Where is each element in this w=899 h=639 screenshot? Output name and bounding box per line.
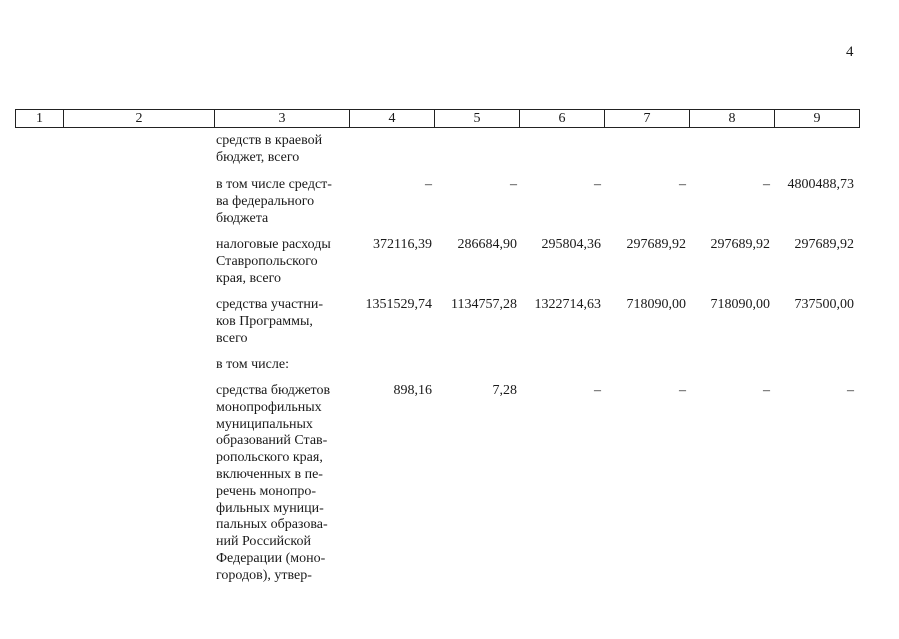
header-cell-7: 7 (605, 110, 690, 128)
row-label-line: средств в краевой (216, 133, 323, 148)
value-cell: 1134757,28 (451, 297, 517, 312)
row-label-line: Ставропольского (216, 253, 318, 269)
row-label-line: бюджета (216, 210, 269, 226)
header-cell-4: 4 (350, 110, 435, 128)
value-cell: – (594, 177, 601, 192)
value-cell: – (763, 383, 770, 398)
value-cell: 297689,92 (710, 237, 770, 252)
value-cell: – (763, 177, 770, 192)
value-cell: – (510, 177, 517, 192)
value-cell: – (679, 177, 686, 192)
row-label-line: образований Став- (216, 433, 328, 449)
row-label-line: налоговые расходы (216, 237, 331, 252)
row-label-line: в том числе средст- (216, 177, 332, 192)
row-label-line: ков Программы, (216, 313, 313, 329)
row-label (216, 383, 347, 585)
row-label (216, 357, 347, 374)
value-cell: 718090,00 (626, 297, 686, 312)
value-cell: – (594, 383, 601, 398)
row-label (216, 177, 347, 227)
header-cell-9: 9 (775, 110, 860, 128)
row-label-line: пальных образова- (216, 517, 328, 533)
row-label-line: муниципальных (216, 416, 313, 432)
row-label-line: фильных муници- (216, 500, 324, 516)
header-cell-1: 1 (16, 110, 64, 128)
value-cell: 898,16 (393, 383, 432, 398)
header-cell-3: 3 (215, 110, 350, 128)
row-label-line: края, всего (216, 270, 281, 286)
page-number: 4 (846, 44, 854, 60)
header-cell-5: 5 (435, 110, 520, 128)
row-label-line: Федерации (моно- (216, 550, 326, 566)
row-label-line: ва федерального (216, 193, 315, 209)
value-cell: 297689,92 (794, 237, 854, 252)
row-label-line: средства участни- (216, 297, 324, 312)
row-label-line: ропольского края, (216, 450, 323, 466)
value-cell: – (847, 383, 854, 398)
row-label-line: средства бюджетов (216, 383, 331, 398)
value-cell: 286684,90 (457, 237, 517, 252)
value-cell: 7,28 (492, 383, 517, 398)
row-label (216, 133, 347, 167)
value-cell: 718090,00 (710, 297, 770, 312)
value-cell: – (425, 177, 432, 192)
value-cell: 297689,92 (626, 237, 686, 252)
value-cell: 1322714,63 (534, 297, 601, 312)
row-label-line: включенных в пе- (216, 466, 323, 482)
value-cell: 737500,00 (794, 297, 854, 312)
row-label-line: в том числе: (216, 357, 289, 372)
header-cell-8: 8 (690, 110, 775, 128)
value-cell: – (679, 383, 686, 398)
value-cell: 372116,39 (373, 237, 432, 252)
value-cell: 295804,36 (541, 237, 601, 252)
row-label-line: речень монопро- (216, 483, 317, 499)
row-label-line: бюджет, всего (216, 149, 300, 165)
row-label-line: всего (216, 330, 248, 346)
value-cell: 1351529,74 (365, 297, 432, 312)
header-cell-2: 2 (64, 110, 215, 128)
row-label-line: монопрофильных (216, 399, 322, 415)
header-cell-6: 6 (520, 110, 605, 128)
row-label-line: ний Российской (216, 534, 311, 550)
row-label (216, 297, 347, 347)
row-label-line: городов), утвер- (216, 567, 312, 583)
value-cell: 4800488,73 (787, 177, 854, 192)
row-label (216, 237, 347, 287)
